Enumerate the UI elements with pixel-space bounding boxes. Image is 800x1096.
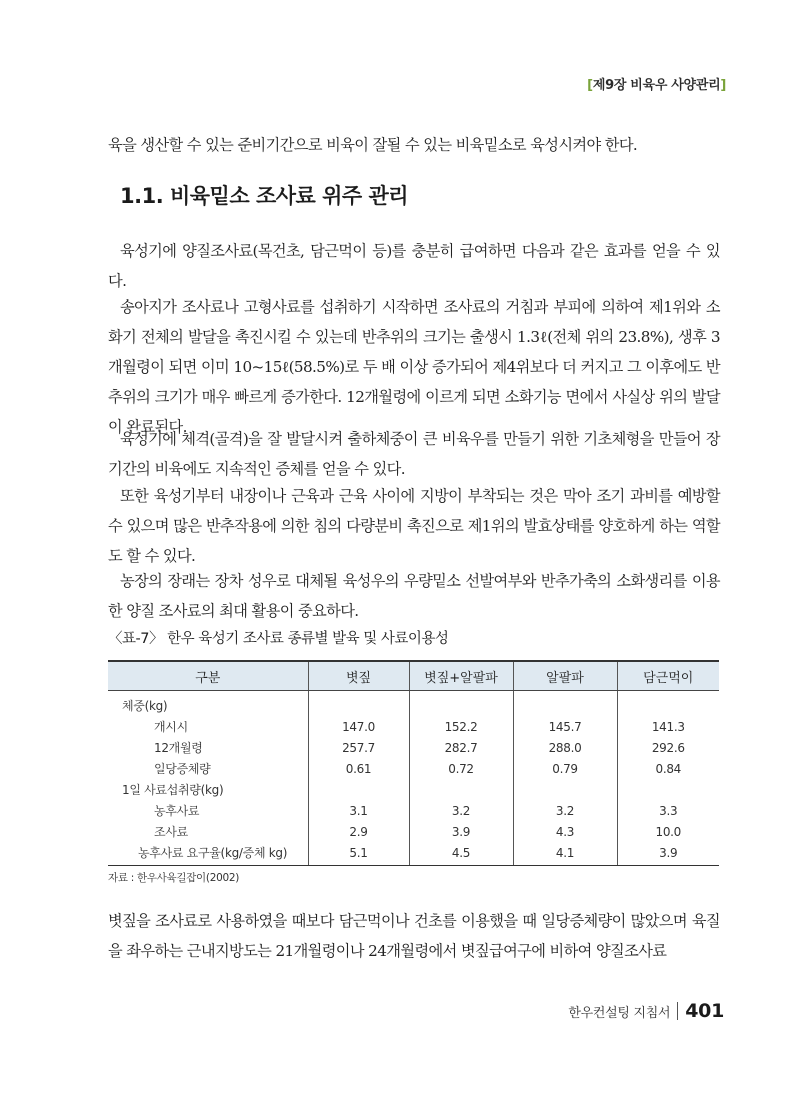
table-row [108, 800, 719, 821]
table-cell: 292.6 [617, 737, 719, 758]
header-silage: 담근먹이 [617, 661, 719, 691]
table-cell: 3.2 [409, 800, 513, 821]
row-label: 농후사료 요구율(kg/증체 kg) [108, 842, 308, 866]
table-cell: 3.3 [617, 800, 719, 821]
table-cell: 257.7 [308, 737, 409, 758]
header-straw-alfalfa: 볏짚+알팔파 [409, 661, 513, 691]
table-cell [617, 779, 719, 800]
header-chapter-title: 제9장 비육우 사양관리 [592, 78, 721, 93]
table-cell: 282.7 [409, 737, 513, 758]
table-cell: 4.5 [409, 842, 513, 866]
paragraph-rumen: 송아지가 조사료나 고형사료를 섭취하기 시작하면 조사료의 거침과 부피에 의하여 제1위와 소화기 전체의 발달을 촉진시킬 수 있는데 반추위의 크기는 출생시 1.3ℓ(전체 위의 23.8%), 생후 3개월령이 되면 이미 10~15ℓ(58.5%)로 두 배 이상 증가되어 제4위보다 더 커지고 그 이후에도 반추위의 크기가 매우 빠르게 증가한다. 12개월령에 이르게 되면 소화기능 면에서 사실상 위의 발달이 완료된다. [108, 298, 720, 436]
table-row [108, 716, 719, 737]
table-cell: 3.9 [617, 842, 719, 866]
book-title: 한우컨설팅 지침서 [568, 1005, 671, 1021]
table-cell: 2.9 [308, 821, 409, 842]
row-label: 농후사료 [154, 804, 200, 818]
header-alfalfa: 알팔파 [513, 661, 617, 691]
page-number: 401 [685, 1000, 724, 1022]
table-cell: 3.1 [308, 800, 409, 821]
header-close-bracket: ] [720, 78, 726, 93]
table-cell: 5.1 [308, 842, 409, 866]
closing-paragraph: 볏짚을 조사료로 사용하였을 때보다 담근먹이나 건초를 이용했을 때 일당증체량이 많았으며 육질을 좌우하는 근내지방도는 21개월령이나 24개월령에서 볏짚급여구에 비하여 양질조사료 [108, 912, 720, 960]
table-row [108, 779, 719, 800]
table-cell: 0.79 [513, 758, 617, 779]
row-label: 1일 사료섭취량(kg) [122, 783, 224, 797]
row-label: 개시시 [154, 720, 188, 734]
table-cell [308, 691, 409, 717]
table-cell: 4.1 [513, 842, 617, 866]
table-cell: 4.3 [513, 821, 617, 842]
paragraph-fat: 또한 육성기부터 내장이나 근육과 근육 사이에 지방이 부착되는 것은 막아 조기 과비를 예방할 수 있으며 많은 반추작용에 의한 침의 다량분비 촉진으로 제1위의 발효상태를 양호하게 하는 역할도 할 수 있다. [108, 487, 720, 565]
table-caption: 〈표-7〉 한우 육성기 조사료 종류별 발육 및 사료이용성 [108, 631, 449, 647]
section-title: 1.1. 비육밑소 조사료 위주 관리 [120, 184, 409, 208]
table-row [108, 842, 719, 866]
table-cell: 10.0 [617, 821, 719, 842]
row-label: 조사료 [154, 825, 188, 839]
table-cell: 0.61 [308, 758, 409, 779]
table-cell [409, 779, 513, 800]
table-row [108, 691, 719, 717]
table-cell: 145.7 [513, 716, 617, 737]
table-row [108, 758, 719, 779]
table-cell: 3.2 [513, 800, 617, 821]
table-cell: 147.0 [308, 716, 409, 737]
header-open-bracket: [ [587, 78, 593, 93]
page-footer [568, 1000, 724, 1022]
table-cell [513, 691, 617, 717]
table-cell: 0.84 [617, 758, 719, 779]
table-cell [513, 779, 617, 800]
table-cell: 3.9 [409, 821, 513, 842]
table-row [108, 821, 719, 842]
row-label: 체중(kg) [122, 699, 168, 713]
table-cell [308, 779, 409, 800]
intro-text: 육을 생산할 수 있는 준비기간으로 비육이 잘될 수 있는 비육밑소로 육성시켜야 한다. [108, 136, 638, 154]
footer-divider [677, 1002, 678, 1020]
header-rice-straw: 볏짚 [308, 661, 409, 691]
header-category: 구분 [108, 661, 308, 691]
chapter-header [587, 74, 726, 93]
feed-table [108, 660, 719, 866]
table-cell: 288.0 [513, 737, 617, 758]
paragraph-frame: 육성기에 체격(골격)을 잘 발달시켜 출하체중이 큰 비육우를 만들기 위한 기초체형을 만들어 장기간의 비육에도 지속적인 증체를 얻을 수 있다. [108, 430, 720, 478]
table-header-row [108, 661, 719, 691]
table-cell: 141.3 [617, 716, 719, 737]
table-row [108, 737, 719, 758]
table-cell [617, 691, 719, 717]
paragraph-future: 농장의 장래는 장차 성우로 대체될 육성우의 우량밑소 선발여부와 반추가축의 소화생리를 이용한 양질 조사료의 최대 활용이 중요하다. [108, 572, 720, 620]
table-cell: 0.72 [409, 758, 513, 779]
table-cell [409, 691, 513, 717]
table-cell: 152.2 [409, 716, 513, 737]
row-label: 12개월령 [154, 741, 203, 755]
row-label: 일당증체량 [154, 762, 211, 776]
paragraph-effects: 육성기에 양질조사료(목건초, 담근먹이 등)를 충분히 급여하면 다음과 같은 효과를 얻을 수 있다. [108, 242, 720, 290]
table-source: 자료 : 한우사육길잡이(2002) [108, 872, 240, 884]
